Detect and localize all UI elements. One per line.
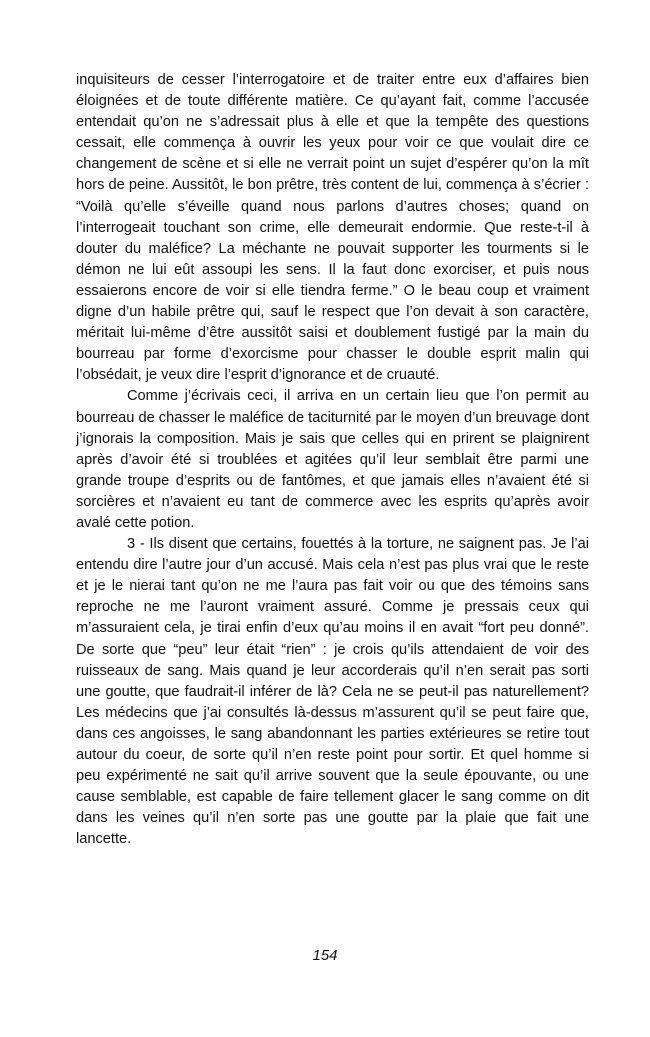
page-number: 154 — [312, 947, 338, 964]
paragraph-3: 3 - Ils disent que certains, fouettés à la torture, ne saignent pas. Je l’ai entendu dire l’autre jour d’un accusé. Mais cela n’est pas plus vrai que le reste et je le nierai tant qu’on ne me l’aura pas fait voir ou que des témoins sans reproche ne me l’auront vraiment assuré. Comme je pressais ceux qui m’assuraient cela, je tirai enfin d’eux qu’au moins il en avait “fort peu donné”. De sorte que “peu” leur était “rien” : je crois qu’ils attendaient de voir des ruisseaux de sang. Mais quand je leur accorderais qu’il n’en serait pas sorti une goutte, que faudrait-il inférer de là? Cela ne se peut-il pas naturellement? Les médecins que j’ai consultés là-dessus m’assurent qu’il se peut faire que, dans ces angoisses, le sang abandonnant les parties extérieures se retire tout autour du coeur, de sorte qu’il n’en reste point pour sortir. Et quel homme si peu expérimenté ne sait qu’il arrive souvent que la seule épouvante, ou une cause semblable, est capable de faire tellement glacer le sang comme on dit dans les veines qu’il n’en sorte pas une goutte par la plaie que fait une lancette. — [76, 536, 589, 848]
paragraph-1: inquisiteurs de cesser l’interrogatoire et de traiter entre eux d’affaires bien éloignées et de toute différente matière. Ce qu’ayant fait, comme l’accusée entendait qu’on ne s’adressait plus à elle et que la tempête des questions cessait, elle commença à ouvrir les yeux pour voir ce que voulait dire ce changement de scène et si elle ne verrait point un sujet d’espérer qu’on la mît hors de peine. Aussitôt, le bon prêtre, très content de lui, commença à s’écrier : “Voilà qu’elle s’éveille quand nous parlons d’autres choses; quand on l’interrogeait touchant son crime, elle demeurait endormie. Que reste-t-il à douter du maléfice? La méchante ne pouvait supporter les tourments si le démon ne lui eût assoupi les sens. Il la faut donc exorciser, et puis nous essaierons encore de voir si elle tiendra ferme.” O le beau coup et vraiment digne d’un habile prêtre qui, sauf le respect que l’on devait à son caractère, méritait lui-même d’être aussitôt saisi et doublement fustigé par la main du bourreau par forme d’exorcisme pour chasser le double esprit malin qui l’obsédait, je veux dire l’esprit d’ignorance et de cruauté. — [76, 72, 589, 384]
page-body — [76, 70, 589, 850]
paragraph-2: Comme j’écrivais ceci, il arriva en un certain lieu que l’on permit au bourreau de chasser le maléfice de taciturnité par le moyen d’un breuvage dont j’ignorais la composition. Mais je sais que celles qui en prirent se plaignirent après d’avoir été si troublées et agitées qu’il leur semblait être parmi une grande troupe d’esprits ou de fantômes, et que jamais elles n’avaient été si sorcières et n’avaient eu tant de commerce avec les esprits qu’après avoir avalé cette potion. — [76, 388, 589, 531]
